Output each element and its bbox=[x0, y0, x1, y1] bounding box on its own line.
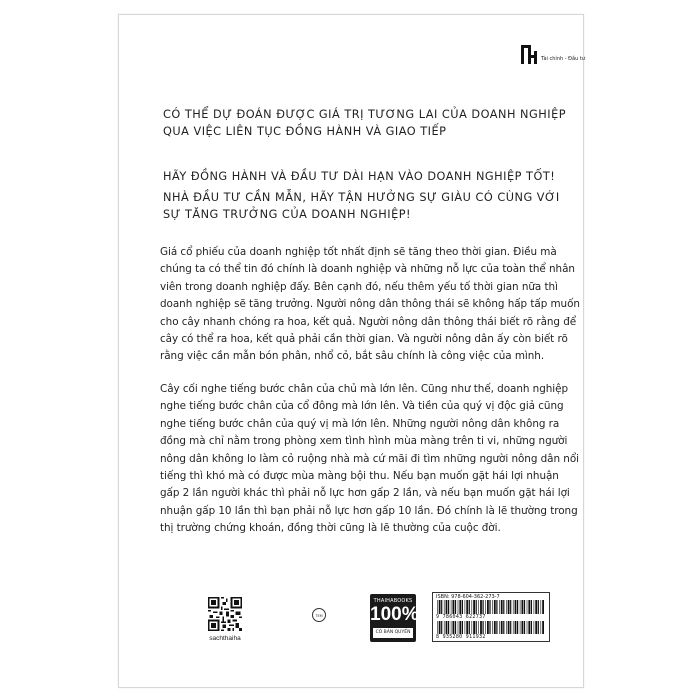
tem-stamp-icon: TEM bbox=[312, 608, 326, 622]
barcode-bottom-digits: 8 935280 911932 bbox=[436, 634, 486, 640]
barcode-top-icon bbox=[437, 600, 545, 614]
badge-brand: THAIHABOOKS bbox=[373, 598, 413, 604]
barcode-panel bbox=[432, 592, 550, 642]
slogan-headline-1: HÃY ĐỒNG HÀNH VÀ ĐẦU TƯ DÀI HẠN VÀO DOANH NGHIỆP TỐT! bbox=[163, 170, 556, 183]
barcode-bottom-icon bbox=[437, 621, 545, 634]
body-paragraph-1: Giá cổ phiếu của doanh nghiệp tốt nhất định sẽ tăng theo thời gian. Điều mà chúng ta có thể tin đó chính là doanh nghiệp và những nỗ lực của toàn thể nhân viên trong doanh nghiệp đấy. Bên cạnh đó, nếu thêm yếu tố thời gian nữa thì doanh nghiệp sẽ tăng trưởng. Người nông dân thông thái sẽ không hấp tấp muốn cho cây nhanh chóng ra hoa, kết quả. Người nông dân thông thái biết rõ rằng để cây có thể ra hoa, kết quả phải cần thời gian. Và người nông dân ấy còn biết rõ rằng việc cần mẫn bón phân, nhổ cỏ, bắt sâu chính là công việc của mình. bbox=[160, 246, 580, 363]
series-label: Tài chính - Đầu tư bbox=[541, 56, 585, 62]
isbn-label: ISBN: 978-604-362-273-7 bbox=[436, 594, 500, 600]
thaiha-logo-icon bbox=[519, 42, 541, 66]
barcode-top-digits: 9 786043 622737 bbox=[436, 614, 486, 620]
badge-band: CÓ BẢN QUYỀN bbox=[373, 628, 413, 638]
copyright-badge bbox=[370, 594, 419, 642]
body-paragraph-2: Cây cối nghe tiếng bước chân của chủ mà lớn lên. Cũng như thế, doanh nghiệp nghe tiếng bước chân của cổ đông mà lớn lên. Và tiền của quý vị độc giả cũng nghe tiếng bước chân của quý vị mà lớn lên. Những người nông dân không ra đồng mà chỉ nằm trong phòng xem tình hình mùa màng trên ti vi, những người nông dân không lo làm cỏ ruộng nhà mà cứ mãi đi tìm những người nông dân nổi tiếng thì khó mà có được mùa màng bội thu. Nếu bạn muốn gặt hái lợi nhuận gấp 2 lần người khác thì phải nỗ lực hơn gấp 2 lần, và nếu bạn muốn gặt hái lợi nhuận gấp 10 lần thì bạn phải nỗ lực hơn gấp 10 lần. Đó chính là lẽ thường trong thị trường chứng khoán, đồng thời cũng là lẽ thường của cuộc đời. bbox=[160, 383, 579, 535]
publisher-logo bbox=[519, 40, 589, 74]
qr-code-icon bbox=[208, 597, 242, 631]
badge-percent: 100% bbox=[370, 604, 419, 625]
intro-headline: CÓ THỂ DỰ ĐOÁN ĐƯỢC GIÁ TRỊ TƯƠNG LAI CỦA DOANH NGHIỆP QUA VIỆC LIÊN TỤC ĐỒNG HÀNH VÀ GIAO TIẾP bbox=[163, 108, 567, 138]
qr-caption: sachthaiha bbox=[209, 635, 241, 642]
slogan-headline-2: NHÀ ĐẦU TƯ CẦN MẪN, HÃY TẬN HƯỞNG SỰ GIÀU CÓ CÙNG VỚI SỰ TĂNG TRƯỞNG CỦA DOANH NGHIỆP! bbox=[163, 191, 560, 221]
